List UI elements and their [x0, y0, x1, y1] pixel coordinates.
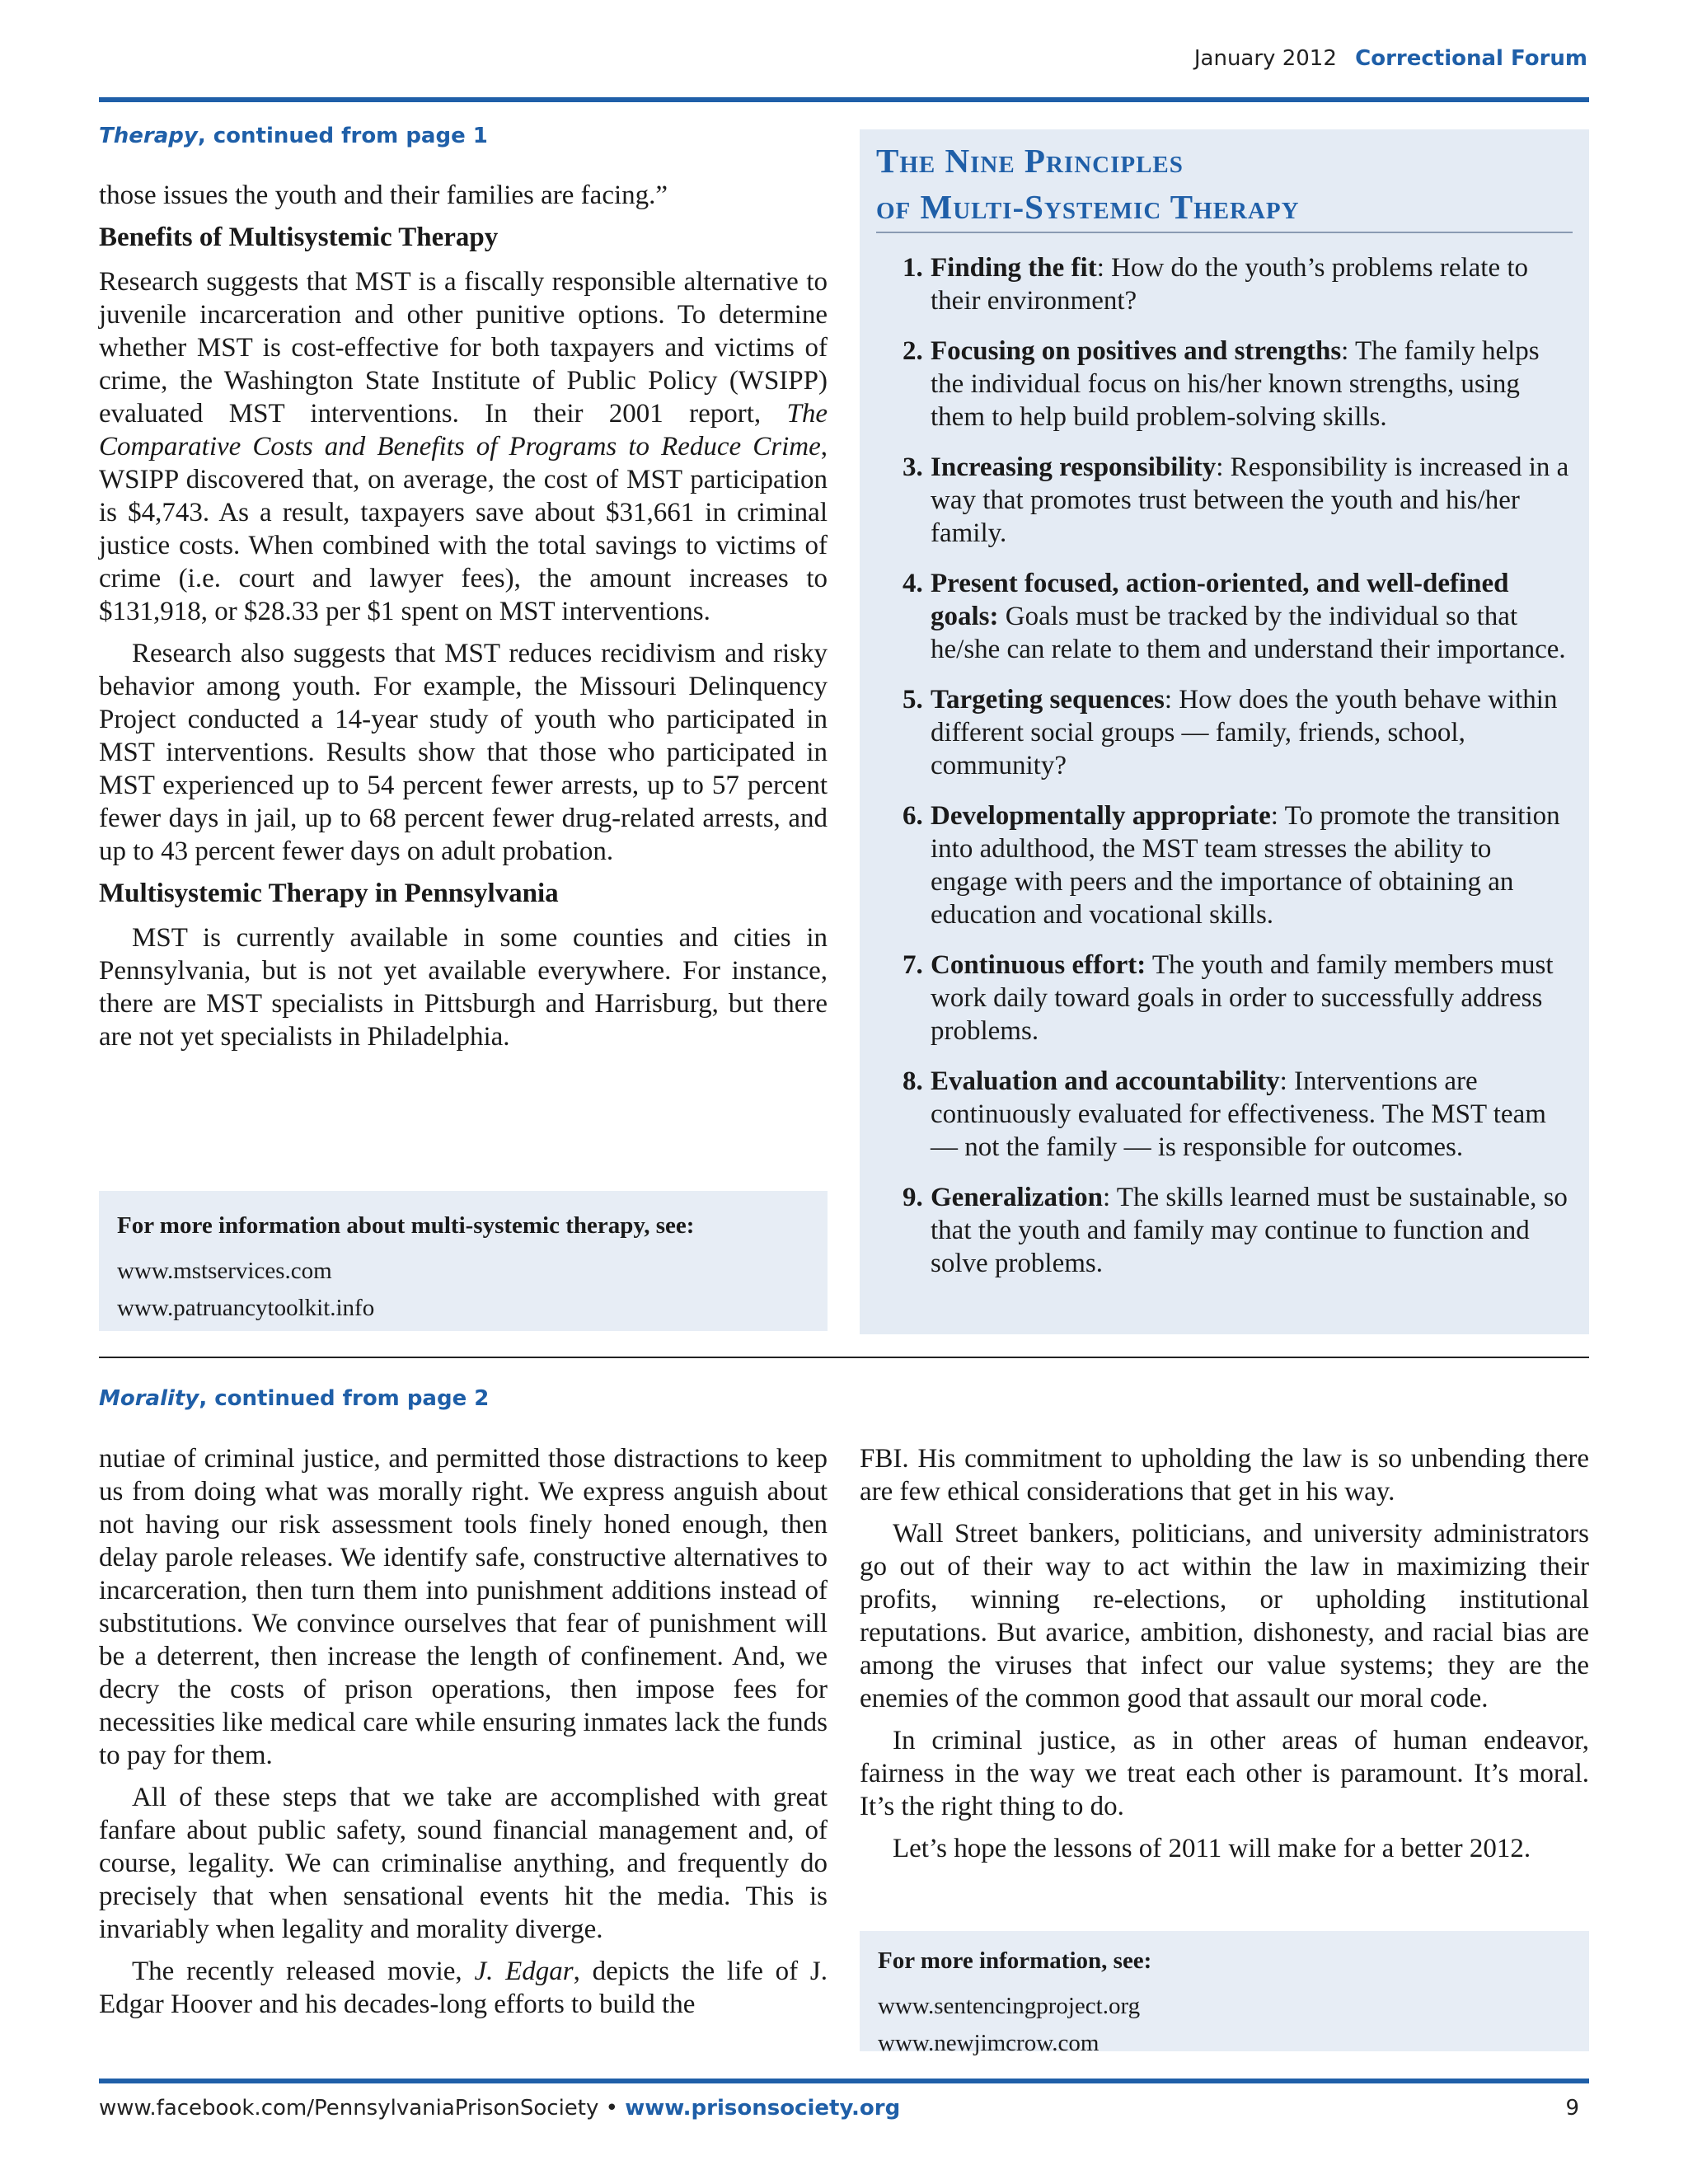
morality-continued-text: , continued from page 2 — [199, 1386, 490, 1411]
principle-item: 6. Developmentally appropriate: To promote the transition into adulthood, the MST team stresses the ability to engage with peers and the importance of obtaining an education and vocational skills. — [903, 801, 1560, 930]
movie-title: J. Edgar — [474, 1957, 574, 1986]
heading-benefits: Benefits of Multisystemic Therapy — [99, 223, 499, 252]
link-patruancytoolkit[interactable]: www.patruancytoolkit.info — [117, 1295, 375, 1321]
page-number: 9 — [1565, 2096, 1579, 2121]
therapy-info-title: For more information about multi-systemic therapy, see: — [117, 1212, 695, 1239]
principle-item: 3. Increasing responsibility: Responsibility is increased in a way that promotes trust between the youth and his/her family. — [903, 452, 1569, 548]
principle-item: 1. Finding the fit: How do the youth’s problems relate to their environment? — [903, 253, 1529, 316]
therapy-continued-text: , continued from page 1 — [197, 124, 488, 148]
website-link[interactable]: www.prisonsociety.org — [625, 2096, 901, 2121]
footer-rule — [99, 2079, 1589, 2083]
therapy-paragraph-3: MST is currently available in some counties and cities in Pennsylvania, but is not yet available everywhere. For instance, there are MST specialists in Pittsburgh and Harrisburg, but there are not yet specialists in Philadelphia. — [99, 923, 828, 1052]
therapy-paragraph-1: Research suggests that MST is a fiscally responsible alternative to juvenile incarceration and other punitive options. To determine whether MST is cost-effective for both taxpayers and victims of crime, the Washington State Institute of Public Policy (WSIPP) evaluated MST interventions. In their 2001 report, The Comparative Costs and Benefits of Programs to Reduce Crime, WSIPP discovered that, on average, the cost of MST participation is $4,743. As a result, taxpayers save about $31,661 in criminal justice costs. When combined with the total savings to victims of crime (i.e. court and lawyer fees), the amount increases to $131,918, or $28.33 per $1 spent on MST interventions. — [99, 267, 828, 626]
report-title: The Comparative Costs and Benefits of Programs to Reduce Crime — [99, 399, 828, 462]
link-sentencingproject[interactable]: www.sentencingproject.org — [878, 1993, 1141, 2019]
link-mstservices[interactable]: www.mstservices.com — [117, 1258, 332, 1284]
principle-item: 7. Continuous effort: The youth and family members must work daily toward goals in order to successfully address problems. — [903, 950, 1554, 1046]
morality-info-title: For more information, see: — [878, 1947, 1152, 1974]
principle-item: 2. Focusing on positives and strengths: The family helps the individual focus on his/her known strengths, using them to help build problem-solving skills. — [903, 336, 1540, 432]
heading-pennsylvania: Multisystemic Therapy in Pennsylvania — [99, 879, 559, 908]
header-rule — [99, 97, 1589, 102]
page-footer — [99, 2096, 1589, 2121]
nine-principles-box — [860, 129, 1589, 1334]
morality-continued-label — [99, 1386, 489, 1411]
morality-paragraph-6: In criminal justice, as in other areas of human endeavor, fairness in the way we treat each other is paramount. It’s moral. It’s the right thing to do. — [860, 1726, 1589, 1821]
therapy-paragraph-2: Research also suggests that MST reduces recidivism and risky behavior among youth. For example, the Missouri Delinquency Project conducted a 14-year study of youth who participated in MST interventions. Results show that those who participated in MST experienced up to 54 percent fewer arrests, up to 57 percent fewer days in jail, up to 68 percent fewer drug-related arrests, and up to 43 percent fewer days on adult probation. — [99, 639, 828, 866]
morality-paragraph-2: All of these steps that we take are accomplished with great fanfare about public safety, sound financial management and, of course, legality. We can criminalise anything, and frequently do precisely that when sensational events hit the media. This is invariably when legality and morality diverge. — [99, 1783, 828, 1944]
principle-item: 4. Present focused, action-oriented, and well-defined goals: Goals must be tracked by the individual so that he/she can relate to them and understand their importance. — [903, 569, 1566, 664]
page-header — [1194, 46, 1587, 71]
morality-paragraph-3: The recently released movie, J. Edgar, depicts the life of J. Edgar Hoover and his decades-long efforts to build the — [99, 1957, 828, 2019]
principle-item: 5. Targeting sequences: How does the youth behave within different social groups — family, friends, school, community? — [903, 685, 1558, 780]
principle-item: 9. Generalization: The skills learned must be sustainable, so that the youth and family may continue to function and solve problems. — [903, 1183, 1568, 1278]
morality-label: Morality — [99, 1386, 199, 1411]
therapy-article — [99, 179, 828, 1062]
therapy-continued-label — [99, 124, 488, 148]
therapy-paragraph-0: those issues the youth and their families are facing.” — [99, 180, 668, 210]
morality-paragraph-4: FBI. His commitment to upholding the law is so unbending there are few ethical considerations that get in his way. — [860, 1444, 1589, 1507]
morality-column-left — [99, 1442, 828, 2030]
publication-name: Correctional Forum — [1355, 46, 1587, 71]
principles-list — [876, 251, 1573, 1280]
principles-title: The Nine Principles of Multi-Systemic Therapy — [876, 138, 1573, 233]
therapy-info-box — [99, 1191, 828, 1331]
morality-paragraph-7: Let’s hope the lessons of 2011 will make for a better 2012. — [893, 1834, 1531, 1863]
principle-item: 8. Evaluation and accountability: Interventions are continuously evaluated for effectiveness. The MST team — not the family — is responsible for outcomes. — [903, 1066, 1546, 1162]
link-newjimcrow[interactable]: www.newjimcrow.com — [878, 2030, 1100, 2056]
footer-bullet: • — [605, 2096, 618, 2121]
morality-paragraph-5: Wall Street bankers, politicians, and university administrators go out of their way to act within the law in maximizing their profits, winning re-elections, or upholding institutional reputations. But avarice, ambition, dishonesty, and racial bias are among the viruses that infect our value systems; they are the enemies of the common good that assault our moral code. — [860, 1519, 1589, 1713]
issue-date: January 2012 — [1193, 46, 1337, 71]
section-divider — [99, 1357, 1589, 1358]
therapy-label: Therapy — [99, 124, 198, 148]
morality-paragraph-1: nutiae of criminal justice, and permitted those distractions to keep us from doing what was morally right. We express anguish about not having our risk assessment tools finely honed enough, then delay parole releases. We identify safe, constructive alternatives to incarceration, then turn them into punishment additions instead of substitutions. We convince ourselves that fear of punishment will be a deterrent, then increase the length of confinement. And, we decry the costs of prison operations, then impose fees for necessities like medical care while ensuring inmates lack the funds to pay for them. — [99, 1444, 828, 1770]
facebook-link[interactable]: www.facebook.com/PennsylvaniaPrisonSociety — [99, 2096, 599, 2121]
morality-info-box — [860, 1931, 1589, 2056]
morality-column-right — [860, 1442, 1589, 1874]
